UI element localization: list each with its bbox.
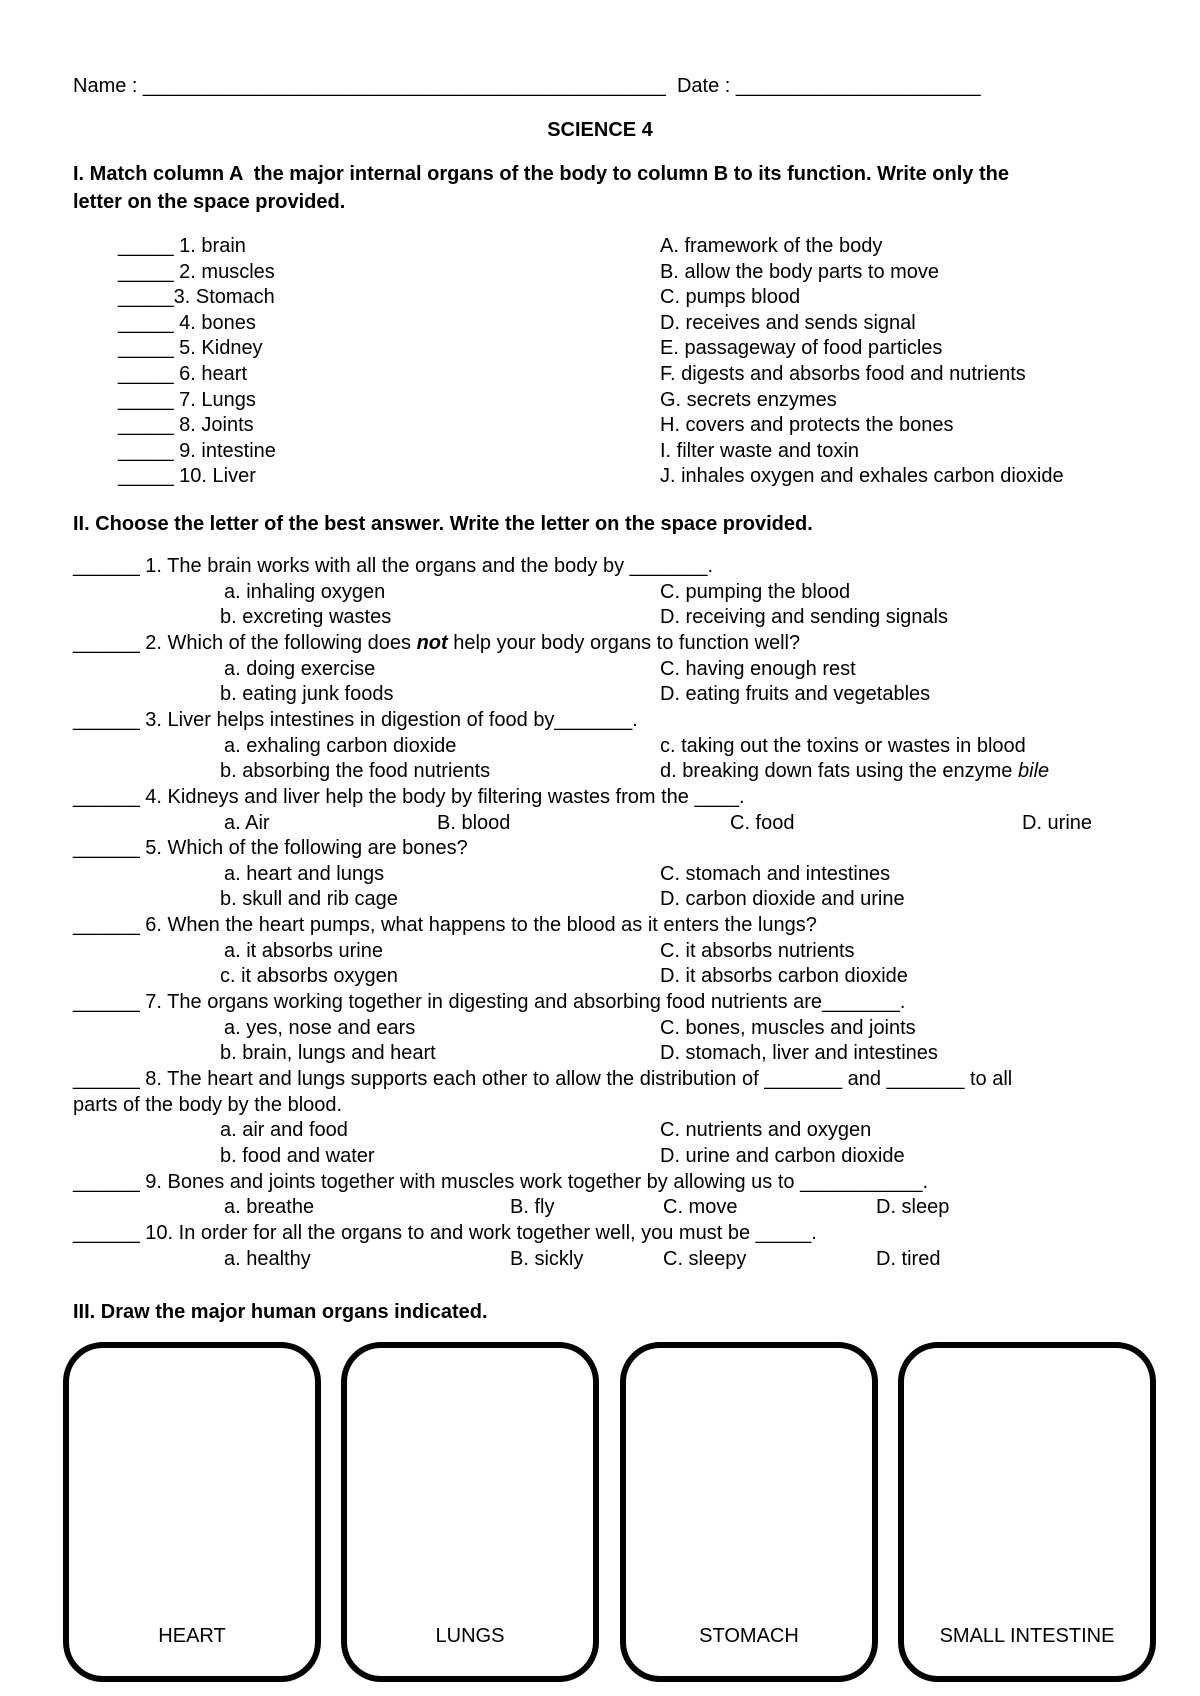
q5-option-b: b. skull and rib cage <box>220 888 398 910</box>
q10-option-b: B. sickly <box>510 1248 584 1270</box>
name-blank[interactable]: _______________________________________________ <box>143 75 666 97</box>
q6-option-b: c. it absorbs oxygen <box>220 965 398 987</box>
q10-option-d: D. tired <box>876 1248 941 1270</box>
q5-option-a: a. heart and lungs <box>224 863 385 885</box>
q2-text-end: help your body organs to function well? <box>447 632 801 654</box>
drawing-box-label: HEART <box>158 1625 226 1647</box>
q2-option-a: a. doing exercise <box>224 658 376 680</box>
question-7[interactable]: ______ 7. The organs working together in digesting and absorbing food nutrients are_______. <box>73 991 906 1013</box>
q7-option-d: D. stomach, liver and intestines <box>660 1042 938 1064</box>
q8-option-b: b. food and water <box>220 1145 375 1167</box>
column-a-item[interactable]: _____ 9. intestine <box>118 440 276 462</box>
column-b-item: I. filter waste and toxin <box>660 440 859 462</box>
date-label: Date : <box>665 75 736 97</box>
part1-instructions-line2: letter on the space provided. <box>73 191 346 213</box>
column-b-item: E. passageway of food particles <box>660 337 943 359</box>
question-6[interactable]: ______ 6. When the heart pumps, what happens to the blood as it enters the lungs? <box>73 914 817 936</box>
q2-text-start: ______ 2. Which of the following does <box>73 632 417 654</box>
q3-option-b: b. absorbing the food nutrients <box>220 760 491 782</box>
page-title: SCIENCE 4 <box>547 119 653 141</box>
column-a-item[interactable]: _____ 1. brain <box>118 235 246 257</box>
question-4[interactable]: ______ 4. Kidneys and liver help the body by filtering wastes from the ____. <box>73 786 745 808</box>
part3-instructions: III. Draw the major human organs indicated. <box>73 1301 488 1323</box>
column-b-item: C. pumps blood <box>660 286 801 308</box>
q3-option-d <box>660 759 1049 783</box>
q9-option-c: C. move <box>663 1196 738 1218</box>
column-a-item[interactable]: _____ 10. Liver <box>118 465 256 487</box>
question-1[interactable]: ______ 1. The brain works with all the organs and the body by _______. <box>73 555 714 577</box>
q9-option-d: D. sleep <box>876 1196 950 1218</box>
drawing-box-label: SMALL INTESTINE <box>939 1625 1115 1647</box>
q7-option-b: b. brain, lungs and heart <box>220 1042 436 1064</box>
question-9[interactable]: ______ 9. Bones and joints together with muscles work together by allowing us to ___________. <box>73 1171 928 1193</box>
drawing-box-lungs[interactable] <box>341 1342 599 1682</box>
question-5[interactable]: ______ 5. Which of the following are bones? <box>73 837 468 859</box>
column-b-item: D. receives and sends signal <box>660 312 916 334</box>
drawing-box-label: LUNGS <box>435 1625 505 1647</box>
q4-option-d: D. urine <box>1022 812 1093 834</box>
drawing-box-heart[interactable] <box>63 1342 321 1682</box>
q3-option-d-bile: bile <box>1018 760 1050 782</box>
q8-option-c: C. nutrients and oxygen <box>660 1119 872 1141</box>
date-blank[interactable]: ______________________ <box>735 75 981 97</box>
q3-option-d-text: d. breaking down fats using the enzyme <box>660 760 1018 782</box>
column-b-item: A. framework of the body <box>660 235 883 257</box>
q2-option-b: b. eating junk foods <box>220 683 394 705</box>
column-a-item[interactable]: _____ 7. Lungs <box>118 389 256 411</box>
q9-option-b: B. fly <box>510 1196 555 1218</box>
q6-option-d: D. it absorbs carbon dioxide <box>660 965 908 987</box>
column-a-item[interactable]: _____ 4. bones <box>118 312 256 334</box>
q2-emphasis-not: not <box>416 632 448 654</box>
drawing-box-stomach[interactable] <box>620 1342 878 1682</box>
question-3[interactable]: ______ 3. Liver helps intestines in digestion of food by_______. <box>73 709 638 731</box>
q6-option-a: a. it absorbs urine <box>224 940 383 962</box>
part2-instructions: II. Choose the letter of the best answer. Write the letter on the space provided. <box>73 513 813 535</box>
q9-option-a: a. breathe <box>224 1196 315 1218</box>
q8-option-a: a. air and food <box>220 1119 348 1141</box>
q6-option-c: C. it absorbs nutrients <box>660 940 855 962</box>
column-a-item[interactable]: _____ 2. muscles <box>118 261 275 283</box>
column-b-item: F. digests and absorbs food and nutrients <box>660 363 1026 385</box>
question-8-line1[interactable]: ______ 8. The heart and lungs supports each other to allow the distribution of _______ and _______ to all <box>73 1068 1013 1090</box>
part1-instructions-line1: I. Match column A the major internal organs of the body to column B to its function. Write only the <box>73 163 1009 185</box>
q1-option-b: b. excreting wastes <box>220 606 392 628</box>
q2-option-d: D. eating fruits and vegetables <box>660 683 931 705</box>
q7-option-a: a. yes, nose and ears <box>224 1017 416 1039</box>
column-a-item[interactable]: _____3. Stomach <box>118 286 275 308</box>
q3-option-c: c. taking out the toxins or wastes in blood <box>660 735 1026 757</box>
column-a-item[interactable]: _____ 6. heart <box>118 363 247 385</box>
q1-option-a: a. inhaling oxygen <box>224 581 386 603</box>
column-b-item: G. secrets enzymes <box>660 389 837 411</box>
column-b-item: J. inhales oxygen and exhales carbon dioxide <box>660 465 1064 487</box>
q4-option-b: B. blood <box>437 812 511 834</box>
q5-option-c: C. stomach and intestines <box>660 863 891 885</box>
question-2[interactable] <box>73 631 800 655</box>
q8-option-d: D. urine and carbon dioxide <box>660 1145 905 1167</box>
name-date-line <box>73 74 981 98</box>
column-b-item: B. allow the body parts to move <box>660 261 940 283</box>
question-10[interactable]: ______ 10. In order for all the organs to and work together well, you must be _____. <box>73 1222 817 1244</box>
q5-option-d: D. carbon dioxide and urine <box>660 888 905 910</box>
name-label: Name : <box>73 75 144 97</box>
q3-option-a: a. exhaling carbon dioxide <box>224 735 457 757</box>
q10-option-a: a. healthy <box>224 1248 311 1270</box>
column-a-item[interactable]: _____ 5. Kidney <box>118 337 263 359</box>
q4-option-c: C. food <box>730 812 795 834</box>
q7-option-c: C. bones, muscles and joints <box>660 1017 916 1039</box>
drawing-box-label: STOMACH <box>699 1625 799 1647</box>
column-b-item: H. covers and protects the bones <box>660 414 954 436</box>
q1-option-d: D. receiving and sending signals <box>660 606 948 628</box>
q10-option-c: C. sleepy <box>663 1248 747 1270</box>
q1-option-c: C. pumping the blood <box>660 581 851 603</box>
drawing-box-small-intestine[interactable] <box>898 1342 1156 1682</box>
question-8-line2: parts of the body by the blood. <box>73 1094 343 1116</box>
column-a-item[interactable]: _____ 8. Joints <box>118 414 254 436</box>
q2-option-c: C. having enough rest <box>660 658 856 680</box>
q4-option-a: a. Air <box>224 812 270 834</box>
